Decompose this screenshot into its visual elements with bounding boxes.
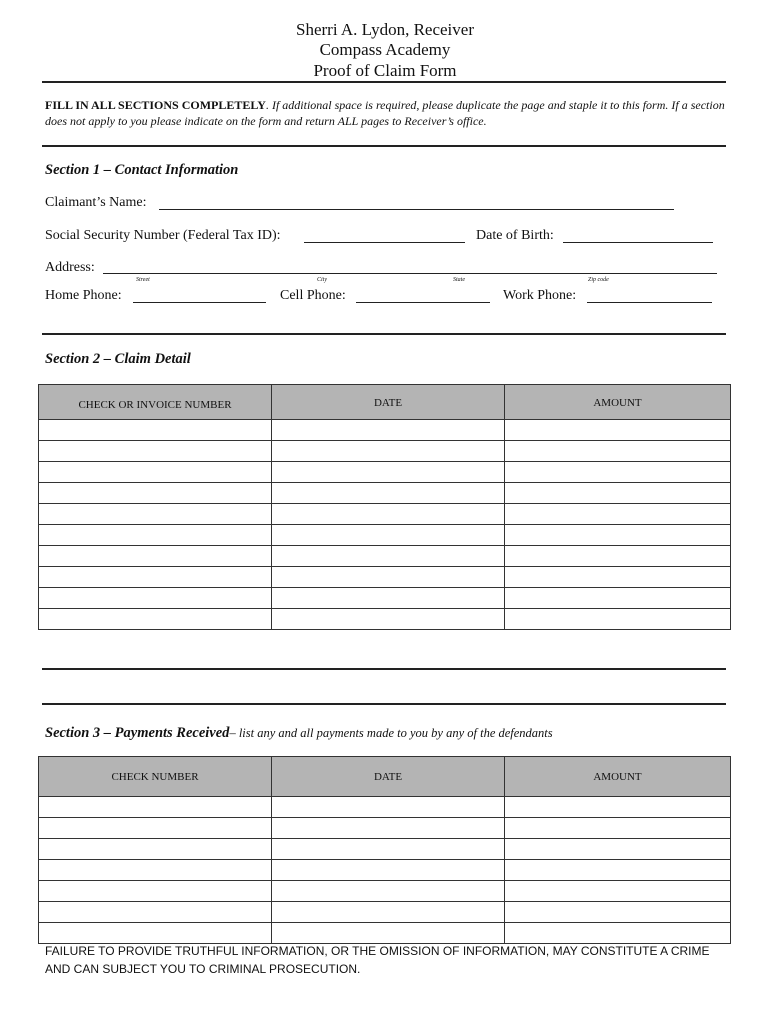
header-divider — [42, 81, 726, 83]
claimant-name-label: Claimant’s Name: — [45, 195, 147, 210]
claim-table-number-cell[interactable] — [39, 504, 272, 525]
payments-table-date-cell[interactable] — [272, 818, 505, 839]
payments-table-number-cell[interactable] — [39, 881, 272, 902]
payments-table-number-cell[interactable] — [39, 839, 272, 860]
payments-table-date-cell[interactable] — [272, 797, 505, 818]
section3-title: Section 3 – Payments Received — [45, 725, 230, 741]
payments-table-amount-cell[interactable] — [505, 881, 731, 902]
payments-table-date-cell[interactable] — [272, 860, 505, 881]
claim-table-number-cell[interactable] — [39, 462, 272, 483]
section2-divider-a — [42, 668, 726, 670]
claim-table-number-cell[interactable] — [39, 525, 272, 546]
dob-field[interactable] — [563, 242, 713, 243]
claim-table-date-cell[interactable] — [272, 588, 505, 609]
section3-heading — [45, 725, 553, 742]
claim-table-row — [39, 609, 731, 630]
claim-table-row — [39, 546, 731, 567]
payments-table-row — [39, 818, 731, 839]
payments-table-date-cell[interactable] — [272, 923, 505, 944]
claim-table-row — [39, 483, 731, 504]
address-city-caption: City — [317, 277, 327, 283]
ssn-field[interactable] — [304, 242, 465, 243]
payments-table-row — [39, 902, 731, 923]
payments-table-number-cell[interactable] — [39, 818, 272, 839]
form-title: Proof of Claim Form — [313, 61, 457, 80]
claim-table-amount-cell[interactable] — [505, 609, 731, 630]
claim-table-date-cell[interactable] — [272, 546, 505, 567]
claim-table-amount-cell[interactable] — [505, 504, 731, 525]
claim-table-row — [39, 525, 731, 546]
address-label: Address: — [45, 260, 95, 275]
col-amount: AMOUNT — [505, 385, 731, 420]
dob-label: Date of Birth: — [476, 228, 554, 243]
claim-table-number-cell[interactable] — [39, 609, 272, 630]
ssn-label: Social Security Number (Federal Tax ID): — [45, 228, 281, 243]
payments-table-row — [39, 797, 731, 818]
payments-table-row — [39, 839, 731, 860]
col-amount: AMOUNT — [505, 757, 731, 797]
claim-table-amount-cell[interactable] — [505, 441, 731, 462]
claim-table-row — [39, 420, 731, 441]
claim-table-date-cell[interactable] — [272, 462, 505, 483]
claim-table-date-cell[interactable] — [272, 609, 505, 630]
claim-table-amount-cell[interactable] — [505, 525, 731, 546]
claim-table-row — [39, 462, 731, 483]
payments-table-number-cell[interactable] — [39, 923, 272, 944]
col-check-number: CHECK NUMBER — [39, 757, 272, 797]
claim-detail-table — [38, 384, 731, 630]
payments-table-number-cell[interactable] — [39, 902, 272, 923]
payments-table-amount-cell[interactable] — [505, 797, 731, 818]
receiver-name: Sherri A. Lydon, Receiver — [296, 20, 474, 39]
claim-table-date-cell[interactable] — [272, 441, 505, 462]
payments-table-amount-cell[interactable] — [505, 860, 731, 881]
claim-table-amount-cell[interactable] — [505, 420, 731, 441]
claim-table-date-cell[interactable] — [272, 504, 505, 525]
payments-table-number-cell[interactable] — [39, 860, 272, 881]
address-zip-caption: Zip code — [588, 277, 609, 283]
claim-table-number-cell[interactable] — [39, 483, 272, 504]
claim-table-amount-cell[interactable] — [505, 567, 731, 588]
claim-table-row — [39, 588, 731, 609]
payments-table-amount-cell[interactable] — [505, 818, 731, 839]
legal-warning: FAILURE TO PROVIDE TRUTHFUL INFORMATION, OR THE OMISSION OF INFORMATION, MAY CONSTITUTE A CRIME AND CAN SUBJECT YOU TO CRIMINAL PROSECUTION. — [45, 944, 710, 976]
claim-table-number-cell[interactable] — [39, 588, 272, 609]
claim-table-date-cell[interactable] — [272, 567, 505, 588]
payments-table-date-cell[interactable] — [272, 839, 505, 860]
claim-table-row — [39, 441, 731, 462]
section2-divider-b — [42, 703, 726, 705]
payments-table-date-cell[interactable] — [272, 881, 505, 902]
home-phone-field[interactable] — [133, 302, 266, 303]
claim-table-header — [39, 385, 731, 420]
address-street-caption: Street — [136, 277, 150, 283]
col-date: DATE — [272, 757, 505, 797]
section2-heading: Section 2 – Claim Detail — [45, 351, 191, 367]
claim-table-amount-cell[interactable] — [505, 588, 731, 609]
payments-table-amount-cell[interactable] — [505, 923, 731, 944]
claim-table-amount-cell[interactable] — [505, 483, 731, 504]
home-phone-label: Home Phone: — [45, 288, 122, 303]
claim-table-date-cell[interactable] — [272, 420, 505, 441]
payments-table-header — [39, 757, 731, 797]
instructions-divider — [42, 145, 726, 147]
address-field[interactable] — [103, 273, 717, 274]
claim-table-number-cell[interactable] — [39, 546, 272, 567]
claim-table-amount-cell[interactable] — [505, 546, 731, 567]
claim-table-date-cell[interactable] — [272, 483, 505, 504]
payments-received-table — [38, 756, 731, 944]
claim-table-number-cell[interactable] — [39, 441, 272, 462]
cell-phone-label: Cell Phone: — [280, 288, 346, 303]
payments-table-date-cell[interactable] — [272, 902, 505, 923]
claim-table-number-cell[interactable] — [39, 567, 272, 588]
work-phone-field[interactable] — [587, 302, 712, 303]
work-phone-label: Work Phone: — [503, 288, 577, 303]
payments-table-number-cell[interactable] — [39, 797, 272, 818]
claim-table-row — [39, 504, 731, 525]
col-date: DATE — [272, 385, 505, 420]
claimant-name-field[interactable] — [159, 209, 674, 210]
section3-subtitle: – list any and all payments made to you by any of the defendants — [229, 726, 553, 740]
instructions-text: . If additional space is required, please duplicate the page and staple it to this form. If a section does not apply to you please indicate on the form and return ALL pages to Receiver’s office. — [45, 98, 725, 128]
claim-table-amount-cell[interactable] — [505, 462, 731, 483]
section1-divider — [42, 333, 726, 335]
instructions — [45, 97, 735, 129]
payments-table-row — [39, 923, 731, 944]
section1-heading: Section 1 – Contact Information — [45, 162, 239, 178]
payments-table-row — [39, 881, 731, 902]
organization-name: Compass Academy — [319, 40, 451, 59]
claim-table-number-cell[interactable] — [39, 420, 272, 441]
col-check-invoice-number: CHECK OR INVOICE NUMBER — [39, 385, 272, 420]
address-state-caption: State — [453, 277, 465, 283]
claim-table-date-cell[interactable] — [272, 525, 505, 546]
claim-table-row — [39, 567, 731, 588]
payments-table-amount-cell[interactable] — [505, 839, 731, 860]
payments-table-row — [39, 860, 731, 881]
cell-phone-field[interactable] — [356, 302, 490, 303]
payments-table-amount-cell[interactable] — [505, 902, 731, 923]
instructions-bold: FILL IN ALL SECTIONS COMPLETELY — [45, 98, 266, 112]
